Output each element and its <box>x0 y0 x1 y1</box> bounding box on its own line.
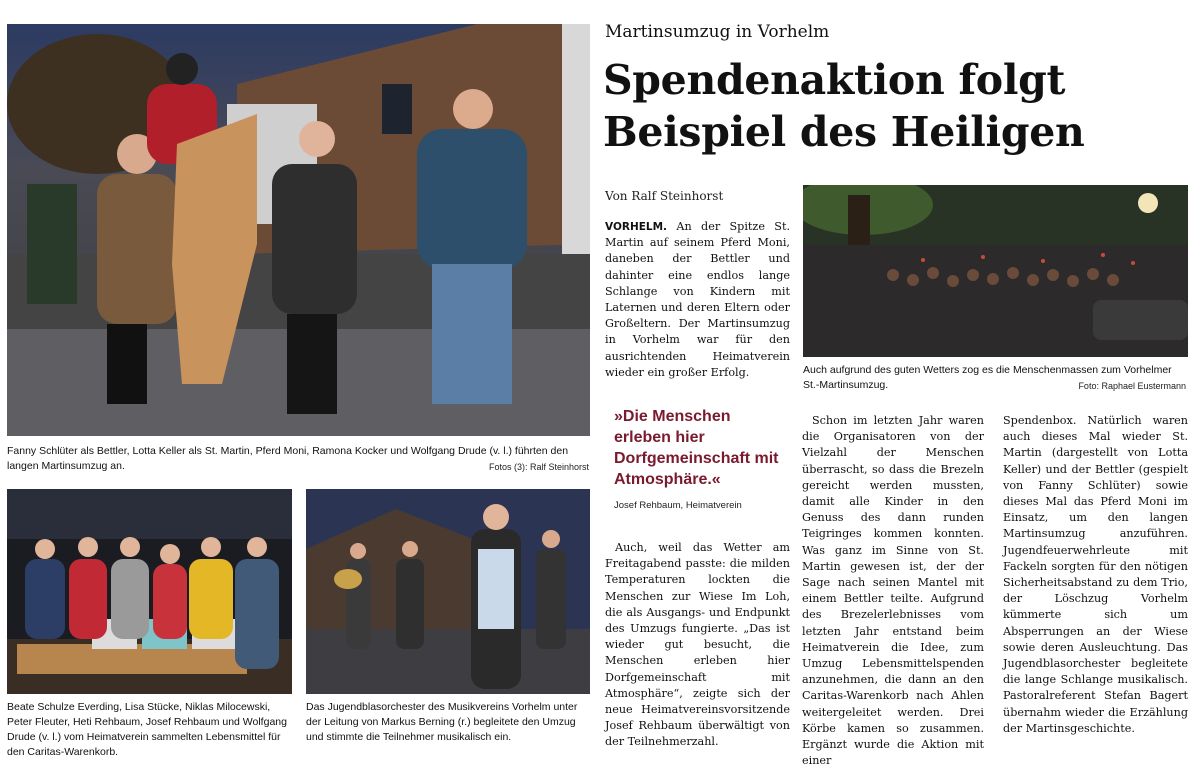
byline: Von Ralf Steinhorst <box>605 189 724 203</box>
group-photo <box>7 489 292 694</box>
article-column-1: Auch, weil das Wetter am Freitagabend passte: die milden Temperaturen lockten die Menschen zur Wiese Im Loh, die als Ausgangs- und Endpunkt des Umzugs fungierte. „Das ist wieder gut besucht, die Menschen erleben hier Dorfgemeinschaft mit Atmosphäre“, zeigte sich der neue Heimatvereinsvorsitzende Josef Rehbaum überwältigt von der Teilnehmerzahl. <box>605 541 790 749</box>
main-photo-credit: Fotos (3): Ralf Steinhorst <box>488 462 589 472</box>
band-photo-caption: Das Jugendblasorchester des Musikvereins Vorhelm unter der Leitung von Markus Berning (r.) begleitete den Umzug und stimmte die Teilnehmer musikalisch ein. <box>306 701 578 743</box>
pull-quote: »Die Menschen erleben hier Dorfgemeinschaft mit Atmosphäre.« <box>614 408 779 488</box>
kicker: Martinsumzug in Vorhelm <box>605 22 830 42</box>
main-photo-caption: Fanny Schlüter als Bettler, Lotta Keller als St. Martin, Pferd Moni, Ramona Kocker und Wolfgang Drude (v. l.) führten den langen Martinsumzug an. <box>7 445 569 472</box>
crowd-photo-credit: Foto: Raphael Eustermann <box>1078 381 1186 391</box>
article-column-2: Schon im letzten Jahr waren die Organisatoren von der Vielzahl der Menschen überrascht, so dass die Brezeln gereicht werden mussten, damit alle Kinder in den Genuss des dann runden Teigringes kommen konnten. Was ganz im Sinne von St. Martin gewesen ist, der der Sage nach seinen Mantel mit einem Bettler teilte. Aufgrund des Brezelerlebnisses vom letzten Jahr entstand beim Heimatverein die Idee, zum Umzug Lebensmittelspenden anzunehmen, die dann an den Caritas-Warenkorb nach Ahlen weitergeleitet werden. Drei Körbe kamen so zusammen. Ergänzt wurde die Aktion mit einer <box>802 414 984 768</box>
group-photo-caption: Beate Schulze Everding, Lisa Stücke, Niklas Milocewski, Peter Fleuter, Heti Rehbaum, Josef Rehbaum und Wolfgang Drude (v. l.) vom Heimatverein sammelten Lebensmittel für den Caritas-Warenkorb. <box>7 701 287 758</box>
pull-quote-source: Josef Rehbaum, Heimatverein <box>614 500 742 511</box>
band-photo <box>306 489 590 694</box>
crowd-photo-caption: Auch aufgrund des guten Wetters zog es die Menschenmassen zum Vorhelmer St.-Martinsumzug. <box>803 364 1172 391</box>
headline: Spendenaktion folgt Beispiel des Heiligen <box>603 56 1085 156</box>
main-photo <box>7 24 590 436</box>
article-lead: VORHELM. An der Spitze St. Martin auf seinem Pferd Moni, daneben der Bettler und dahinter eine endlos lange Schlange von Kindern mit Laternen und deren Eltern oder Großeltern. Der Martinsumzug in Vorhelm war für den ausrichtenden Heimatverein wieder ein großer Erfolg. <box>605 220 790 379</box>
article-column-3: Spendenbox. Natürlich waren auch dieses Mal wieder St. Martin (dargestellt von Lotta Keller) und der Bettler (gespielt von Fanny Schlüter) sowie dieses Mal das Pferd Moni im Einsatz, um den langen Martinsumzug anzuführen. Jugendfeuerwehrleute mit Fackeln sorgten für den nötigen Sicherheitsabstand zu dem Trio, der Löschzug Vorhelm kümmerte sich um Absperrungen an der Wiese sowie deren Ausleuchtung. Das Jugendblasorchester begleitete die lange Schlange musikalisch. Pastoralreferent Stefan Bagert übernahm wieder die Erzählung der Martinsgeschichte. <box>1003 414 1188 735</box>
dateline: VORHELM. <box>605 221 668 233</box>
crowd-photo <box>803 185 1188 357</box>
